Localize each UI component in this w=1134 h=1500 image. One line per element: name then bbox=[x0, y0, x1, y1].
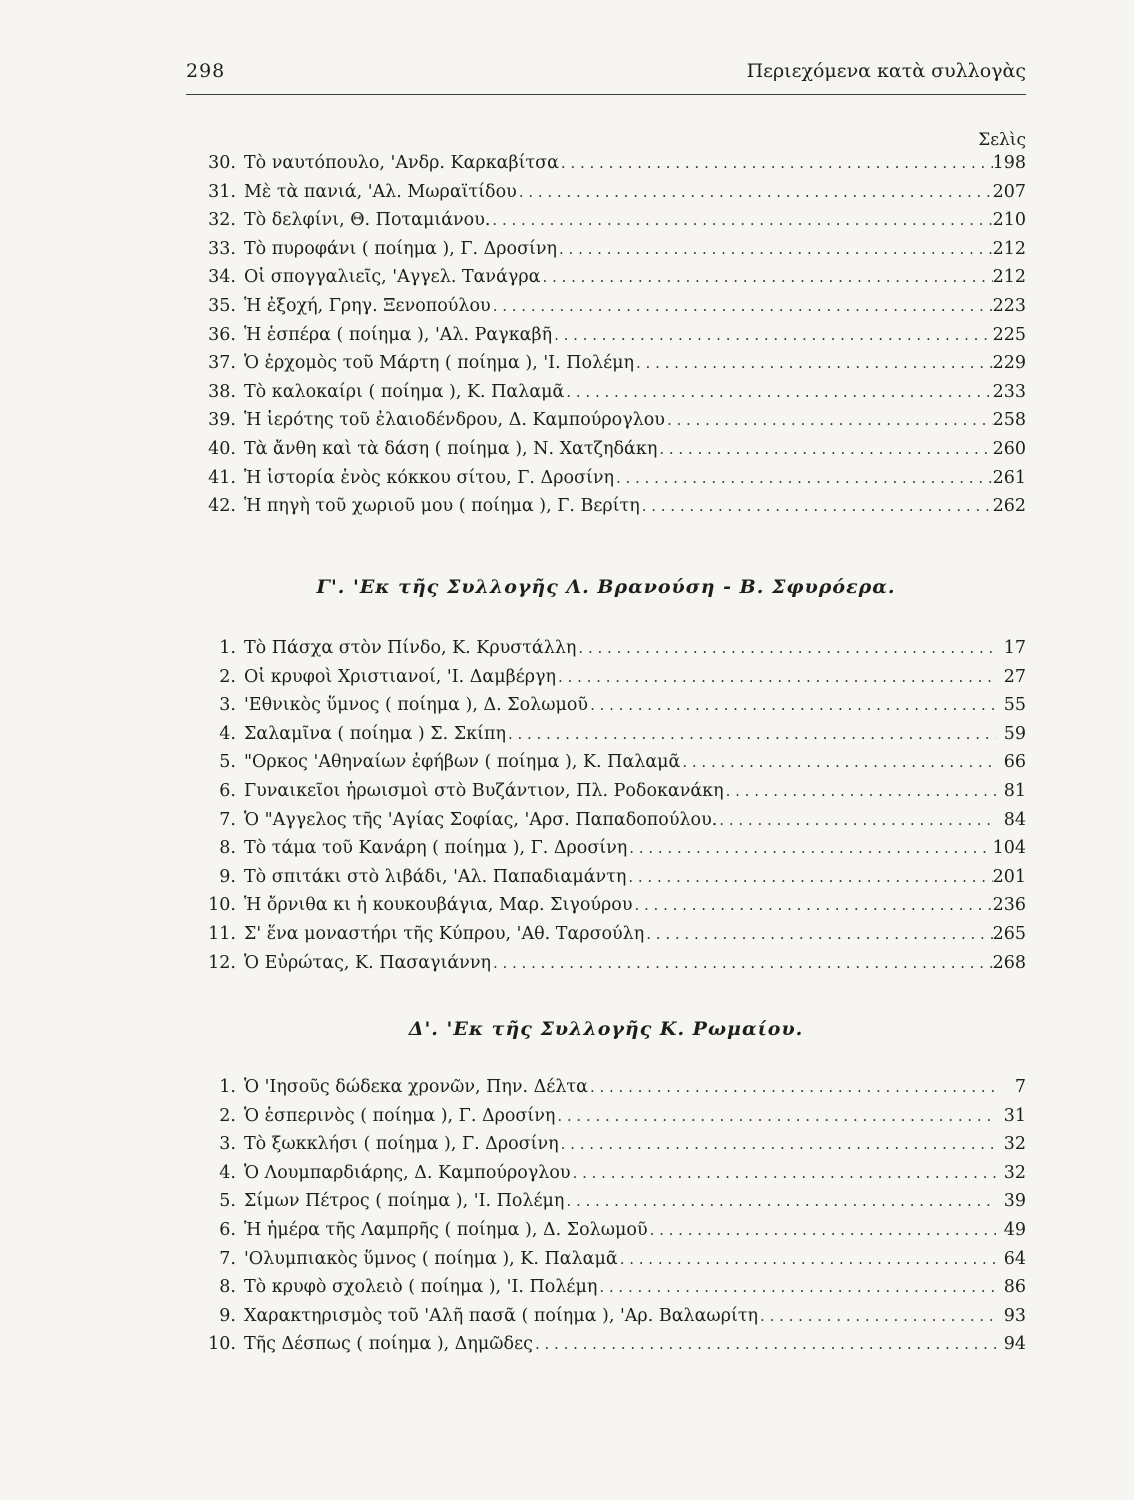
section-title-gamma: Γ'. 'Εκ τῆς Συλλογῆς Λ. Βρανούση - Β. Σφυρόερα. bbox=[316, 576, 896, 598]
dot-leader bbox=[724, 782, 996, 800]
entry-number: 3. bbox=[219, 695, 236, 716]
toc-entry bbox=[186, 695, 1026, 724]
entry-title: Ὁ 'Ιησοῦς δώδεκα χρονῶν, Πην. Δέλτα bbox=[244, 1077, 588, 1097]
toc-entry bbox=[186, 724, 1026, 753]
entry-page: 212 bbox=[992, 267, 1026, 288]
dot-leader bbox=[588, 1078, 996, 1096]
entry-page: 86 bbox=[1003, 1277, 1026, 1298]
entry-number: 32. bbox=[208, 210, 236, 231]
entry-page: 258 bbox=[992, 410, 1026, 431]
entry-title: 'Ολυμπιακὸς ὕμνος ( ποίημα ), Κ. Παλαμᾶ bbox=[244, 1248, 618, 1269]
dot-leader bbox=[490, 211, 992, 229]
entry-page: 17 bbox=[1003, 638, 1026, 658]
entry-title: Σαλαμῖνα ( ποίημα ) Σ. Σκίπη bbox=[244, 723, 506, 744]
running-title: Περιεχόμενα κατὰ συλλογὰς bbox=[746, 60, 1026, 82]
entry-number: 38. bbox=[208, 381, 236, 402]
entry-title: Μὲ τὰ πανιά, 'Αλ. Μωραϊτίδου bbox=[244, 181, 517, 202]
entry-number: 10. bbox=[208, 1334, 236, 1355]
entry-title: Τὸ κρυφὸ σχολειὸ ( ποίημα ), 'Ι. Πολέμη bbox=[244, 1277, 598, 1298]
entry-number: 9. bbox=[219, 866, 236, 887]
entry-page: 233 bbox=[992, 381, 1026, 402]
entry-number: 37. bbox=[208, 353, 236, 374]
entry-title: Οἱ κρυφοὶ Χριστιανοί, 'Ι. Δαμβέργη bbox=[244, 666, 557, 687]
toc-entry bbox=[186, 1220, 1026, 1249]
entry-title: Τὸ σπιτάκι στὸ λιβάδι, 'Αλ. Παπαδιαμάντη bbox=[244, 866, 627, 887]
toc-entry bbox=[186, 325, 1026, 354]
dot-leader bbox=[640, 497, 993, 515]
dot-leader bbox=[576, 639, 996, 657]
entry-page: 64 bbox=[1003, 1248, 1026, 1269]
section-title-delta: Δ'. 'Εκ τῆς Συλλογῆς Κ. Ρωμαίου. bbox=[408, 1018, 804, 1040]
toc-entry bbox=[186, 182, 1026, 211]
entry-number: 36. bbox=[208, 324, 236, 345]
toc-entry bbox=[186, 153, 1026, 182]
entry-title: Τὸ ναυτόπουλο, 'Ανδρ. Καρκαβίτσα bbox=[244, 153, 559, 173]
dot-leader bbox=[626, 868, 992, 886]
entry-title: Ἡ ἐξοχή, Γρηγ. Ξενοπούλου bbox=[244, 295, 491, 316]
entry-page: 212 bbox=[992, 238, 1026, 259]
dot-leader bbox=[680, 753, 996, 771]
entry-page: 104 bbox=[992, 838, 1026, 859]
entry-page: 260 bbox=[992, 438, 1026, 459]
entry-page: 32 bbox=[1003, 1134, 1026, 1155]
entry-title: Ὁ ἑσπερινὸς ( ποίημα ), Γ. Δροσίνη bbox=[244, 1105, 556, 1126]
entry-page: 93 bbox=[1003, 1305, 1026, 1326]
entry-page: 66 bbox=[1003, 752, 1026, 773]
entry-page: 225 bbox=[992, 324, 1026, 345]
entry-title: Τὰ ἄνθη καὶ τὰ δάση ( ποίημα ), Ν. Χατζηδάκη bbox=[244, 438, 658, 459]
toc-section-continued bbox=[186, 153, 1026, 525]
entry-page: 94 bbox=[1003, 1334, 1026, 1355]
toc-entry bbox=[186, 1277, 1026, 1306]
entry-page: 210 bbox=[992, 210, 1026, 231]
entry-page: 229 bbox=[992, 353, 1026, 374]
entry-page: 81 bbox=[1003, 780, 1026, 801]
entry-title: Ὁ "Αγγελος τῆς 'Αγίας Σοφίας, 'Αρσ. Παπαδοπούλου. bbox=[244, 809, 718, 830]
entry-title: Ἡ ἑσπέρα ( ποίημα ), 'Αλ. Ραγκαβῆ bbox=[244, 324, 553, 345]
toc-entry bbox=[186, 439, 1026, 468]
entry-title: Τὸ τάμα τοῦ Κανάρη ( ποίημα ), Γ. Δροσίνη bbox=[244, 838, 628, 859]
entry-page: 27 bbox=[1003, 666, 1026, 687]
entry-title: Τὸ καλοκαίρι ( ποίημα ), Κ. Παλαμᾶ bbox=[244, 381, 565, 402]
dot-leader bbox=[614, 469, 993, 487]
toc-entry bbox=[186, 210, 1026, 239]
entry-title: Ὁ ἐρχομὸς τοῦ Μάρτη ( ποίημα ), 'Ι. Πολέμη bbox=[244, 353, 635, 374]
dot-leader bbox=[588, 696, 996, 714]
toc-entry bbox=[186, 638, 1026, 667]
entry-number: 7. bbox=[219, 1248, 236, 1269]
entry-number: 12. bbox=[208, 952, 236, 973]
toc-entry bbox=[186, 296, 1026, 325]
toc-entry bbox=[186, 468, 1026, 497]
entry-number: 35. bbox=[208, 295, 236, 316]
entry-number: 8. bbox=[219, 1277, 236, 1298]
toc-entry bbox=[186, 924, 1026, 953]
dot-leader bbox=[644, 925, 992, 943]
toc-entry bbox=[186, 953, 1026, 982]
entry-number: 4. bbox=[219, 723, 236, 744]
entry-title: Ὁ Εὐρώτας, Κ. Πασαγιάννη bbox=[244, 952, 491, 973]
dot-leader bbox=[717, 811, 996, 829]
page-number: 298 bbox=[186, 60, 226, 82]
entry-page: 265 bbox=[992, 923, 1026, 944]
entry-title: Τὸ ξωκκλήσι ( ποίημα ), Γ. Δροσίνη bbox=[244, 1134, 559, 1155]
toc-entry bbox=[186, 1191, 1026, 1220]
entry-page: 39 bbox=[1003, 1191, 1026, 1212]
toc-entry bbox=[186, 1306, 1026, 1335]
toc-entry bbox=[186, 353, 1026, 382]
dot-leader bbox=[627, 839, 992, 857]
dot-leader bbox=[555, 1107, 996, 1125]
entry-number: 31. bbox=[208, 181, 236, 202]
dot-leader bbox=[618, 1250, 996, 1268]
entry-page: 59 bbox=[1003, 723, 1026, 744]
entry-page: 261 bbox=[992, 467, 1026, 488]
toc-entry bbox=[186, 267, 1026, 296]
entry-title: Χαρακτηρισμὸς τοῦ 'Αλῆ πασᾶ ( ποίημα ), 'Αρ. Βαλαωρίτη bbox=[244, 1305, 759, 1326]
dot-leader bbox=[559, 154, 993, 172]
entry-title: Ἡ πηγὴ τοῦ χωριοῦ μου ( ποίημα ), Γ. Βερίτη bbox=[244, 496, 640, 517]
toc-entry bbox=[186, 752, 1026, 781]
dot-leader bbox=[559, 1135, 996, 1153]
dot-leader bbox=[556, 668, 996, 686]
entry-number: 4. bbox=[219, 1162, 236, 1183]
entry-title: Τὸ δελφίνι, Θ. Ποταμιάνου. bbox=[244, 210, 491, 231]
toc-entry bbox=[186, 382, 1026, 411]
dot-leader bbox=[517, 183, 993, 201]
dot-leader bbox=[758, 1307, 996, 1325]
entry-number: 5. bbox=[219, 752, 236, 773]
dot-leader bbox=[571, 1164, 996, 1182]
entry-page: 268 bbox=[992, 952, 1026, 973]
dot-leader bbox=[552, 326, 993, 344]
toc-entry bbox=[186, 1106, 1026, 1135]
entry-number: 7. bbox=[219, 809, 236, 830]
toc-section-gamma bbox=[186, 638, 1026, 981]
entry-title: Τὸ πυροφάνι ( ποίημα ), Γ. Δροσίνη bbox=[244, 238, 558, 259]
entry-number: 6. bbox=[219, 1219, 236, 1240]
toc-entry bbox=[186, 496, 1026, 525]
entry-page: 55 bbox=[1003, 695, 1026, 716]
dot-leader bbox=[491, 954, 993, 972]
entry-number: 33. bbox=[208, 238, 236, 259]
toc-entry bbox=[186, 838, 1026, 867]
dot-leader bbox=[533, 1335, 996, 1353]
entry-title: Ἡ ἱστορία ἑνὸς κόκκου σίτου, Γ. Δροσίνη bbox=[244, 467, 614, 488]
entry-number: 9. bbox=[219, 1305, 236, 1326]
entry-number: 8. bbox=[219, 838, 236, 859]
entry-page: 31 bbox=[1003, 1105, 1026, 1126]
entry-title: Ἡ ἡμέρα τῆς Λαμπρῆς ( ποίημα ), Δ. Σολωμοῦ bbox=[244, 1219, 648, 1240]
entry-number: 34. bbox=[208, 267, 236, 288]
entry-number: 40. bbox=[208, 438, 236, 459]
entry-number: 39. bbox=[208, 410, 236, 431]
entry-title: Σίμων Πέτρος ( ποίημα ), 'Ι. Πολέμη bbox=[244, 1191, 565, 1212]
dot-leader bbox=[657, 440, 992, 458]
entry-title: Τῆς Δέσπως ( ποίημα ), Δημῶδες bbox=[244, 1334, 533, 1355]
dot-leader bbox=[665, 411, 993, 429]
dot-leader bbox=[597, 1278, 996, 1296]
toc-entry bbox=[186, 667, 1026, 696]
entry-page: 49 bbox=[1003, 1219, 1026, 1240]
entry-page: 201 bbox=[992, 866, 1026, 887]
dot-leader bbox=[540, 268, 992, 286]
entry-title: Ἡ ὄρνιθα κι ἡ κουκουβάγια, Μαρ. Σιγούρου bbox=[244, 895, 633, 916]
entry-title: "Ορκος 'Αθηναίων ἐφήβων ( ποίημα ), Κ. Παλαμᾶ bbox=[244, 752, 681, 773]
entry-number: 2. bbox=[219, 1105, 236, 1126]
dot-leader bbox=[648, 1221, 996, 1239]
entry-page: 223 bbox=[992, 295, 1026, 316]
entry-title: 'Εθνικὸς ὕμνος ( ποίημα ), Δ. Σολωμοῦ bbox=[244, 695, 589, 716]
toc-entry bbox=[186, 781, 1026, 810]
entry-number: 41. bbox=[208, 467, 236, 488]
toc-entry bbox=[186, 1249, 1026, 1278]
dot-leader bbox=[506, 725, 996, 743]
entry-page: 84 bbox=[1003, 809, 1026, 830]
entry-title: Οἱ σπογγαλιεῖς, 'Αγγελ. Τανάγρα bbox=[244, 267, 541, 288]
toc-entry bbox=[186, 410, 1026, 439]
dot-leader bbox=[634, 354, 993, 372]
dot-leader bbox=[491, 297, 993, 315]
entry-number: 5. bbox=[219, 1191, 236, 1212]
entry-number: 42. bbox=[208, 496, 236, 517]
entry-number: 1. bbox=[219, 638, 236, 658]
entry-page: 32 bbox=[1003, 1162, 1026, 1183]
toc-section-delta bbox=[186, 1077, 1026, 1363]
toc-entry bbox=[186, 1077, 1026, 1106]
entry-number: 30. bbox=[208, 153, 236, 173]
entry-title: Γυναικεῖοι ἡρωισμοὶ στὸ Βυζάντιον, Πλ. Ροδοκανάκη bbox=[244, 780, 724, 801]
entry-title: Τὸ Πάσχα στὸν Πίνδο, Κ. Κρυστάλλη bbox=[244, 638, 577, 658]
entry-number: 3. bbox=[219, 1134, 236, 1155]
toc-entry bbox=[186, 1134, 1026, 1163]
toc-entry bbox=[186, 1334, 1026, 1363]
dot-leader bbox=[632, 896, 992, 914]
entry-title: Ὁ Λουμπαρδιάρης, Δ. Καμπούρογλου bbox=[244, 1162, 571, 1183]
toc-entry bbox=[186, 1163, 1026, 1192]
entry-number: 6. bbox=[219, 780, 236, 801]
entry-page: 236 bbox=[992, 895, 1026, 916]
entry-number: 11. bbox=[208, 923, 236, 944]
entry-title: Ἡ ἱερότης τοῦ ἐλαιοδένδρου, Δ. Καμπούρογλου bbox=[244, 410, 665, 431]
entry-number: 2. bbox=[219, 666, 236, 687]
entry-number: 1. bbox=[219, 1077, 236, 1097]
entry-page: 262 bbox=[992, 496, 1026, 517]
dot-leader bbox=[564, 383, 992, 401]
entry-number: 10. bbox=[208, 895, 236, 916]
dot-leader bbox=[564, 1192, 996, 1210]
entry-title: Σ' ἕνα μοναστήρι τῆς Κύπρου, 'Αθ. Ταρσούλη bbox=[244, 923, 645, 944]
entry-page: 7 bbox=[1014, 1077, 1026, 1097]
toc-entry bbox=[186, 239, 1026, 268]
page-header bbox=[186, 58, 1026, 95]
entry-page: 198 bbox=[992, 153, 1026, 173]
toc-entry bbox=[186, 867, 1026, 896]
toc-entry bbox=[186, 810, 1026, 839]
entry-page: 207 bbox=[992, 181, 1026, 202]
dot-leader bbox=[557, 240, 993, 258]
toc-entry bbox=[186, 895, 1026, 924]
page-column-heading: Σελὶς bbox=[978, 130, 1026, 150]
